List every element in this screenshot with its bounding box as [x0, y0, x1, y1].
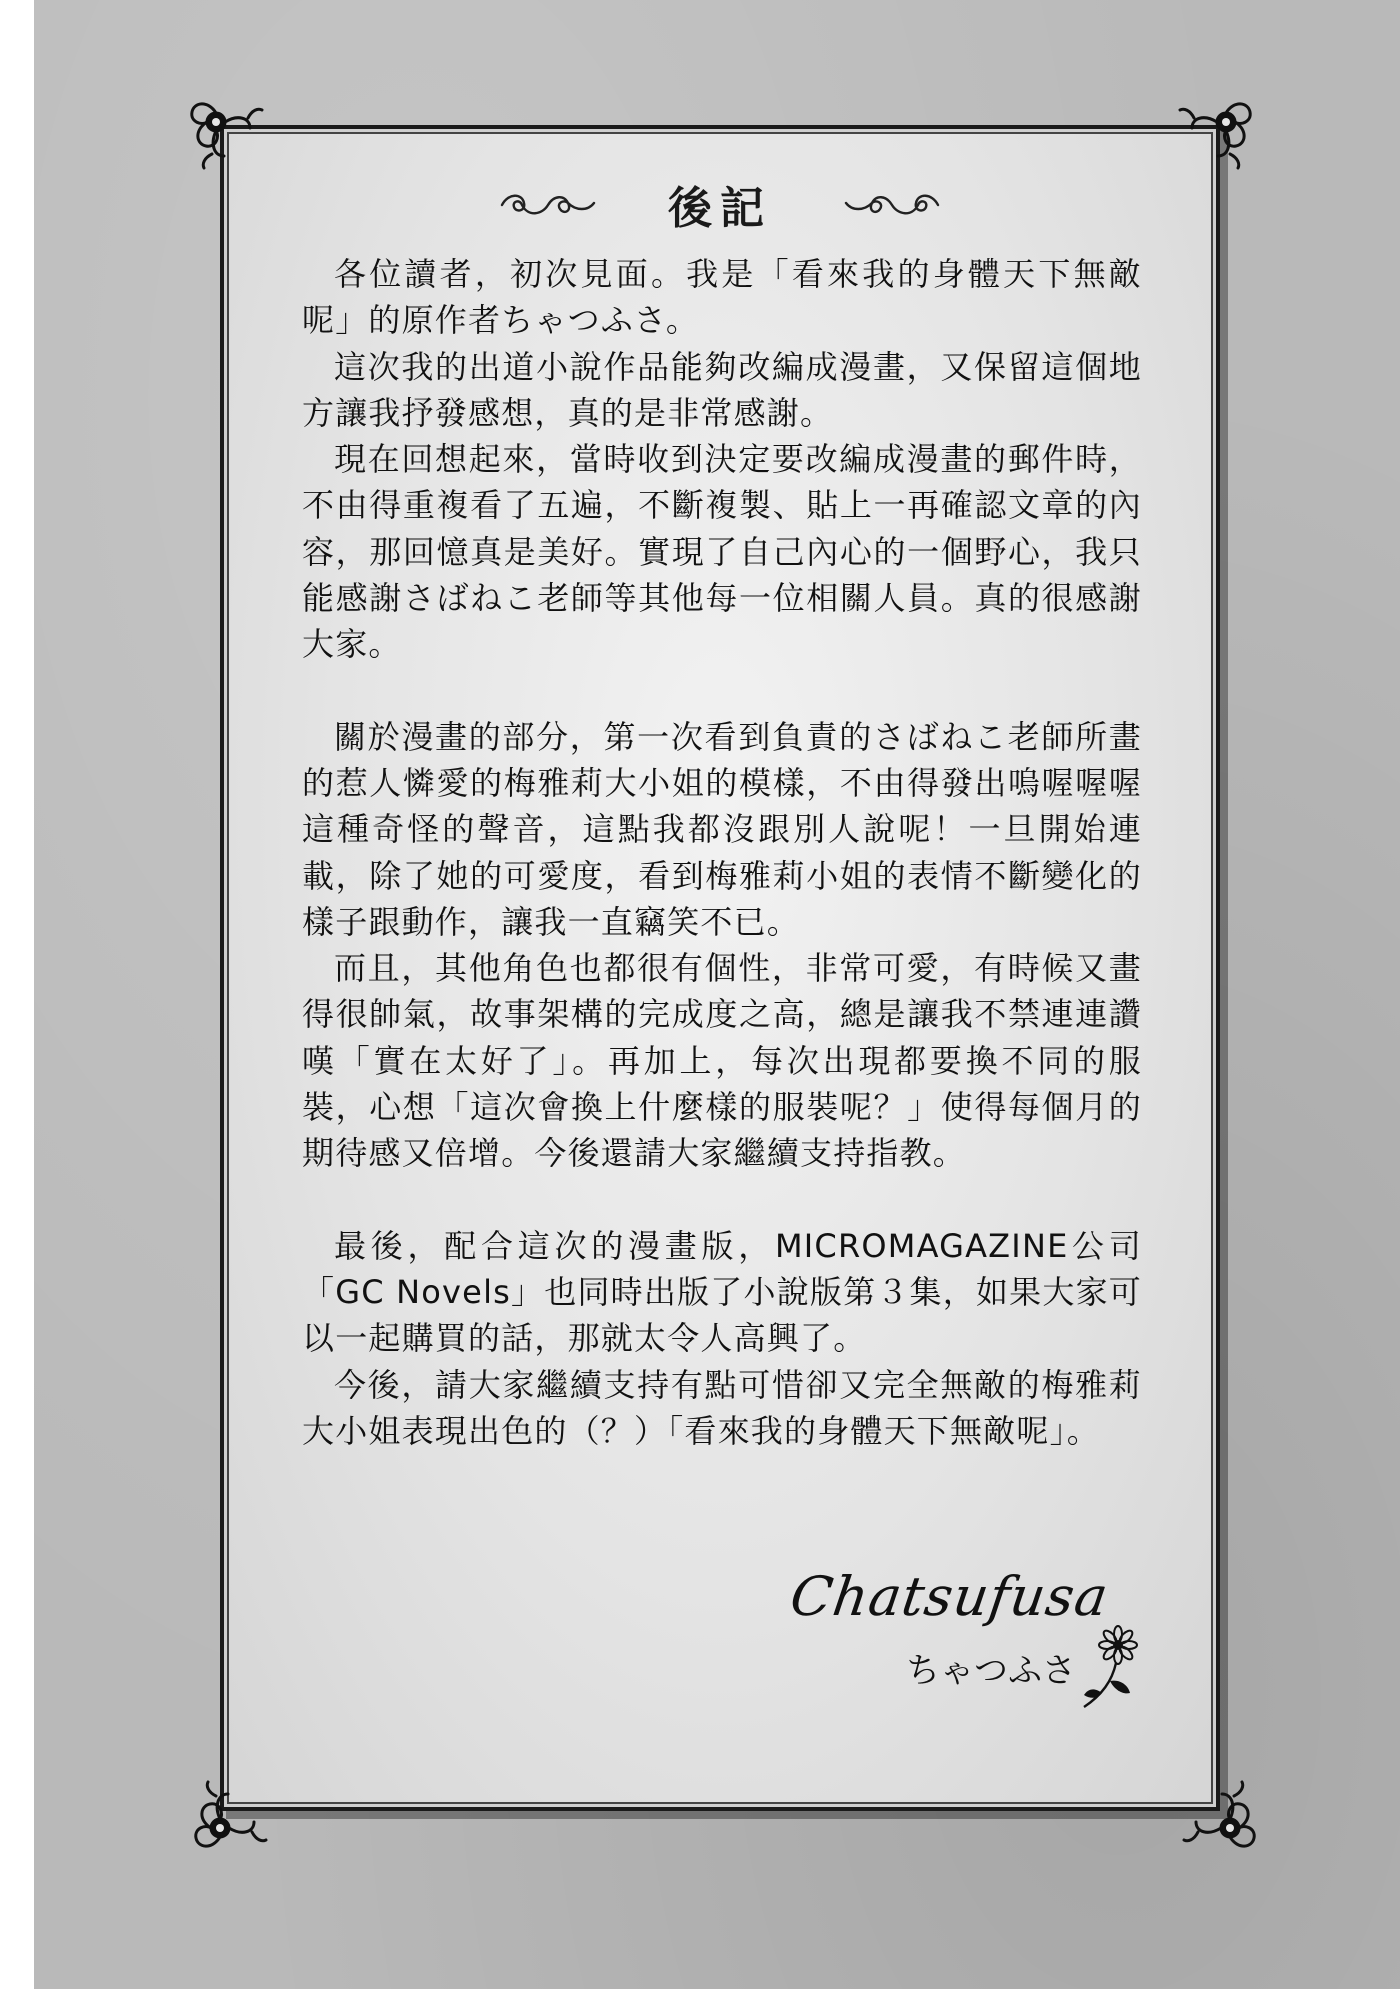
floral-corner-icon [190, 1780, 268, 1858]
paragraph-3: 現在回想起來，當時收到決定要改編成漫畫的郵件時，不由得重複看了五遍，不斷複製、貼上一再確認文章的內容，那回憶真是美好。實現了自己內心的一個野心，我只能感謝さばねこ老師等其他每一位相關人員。真的很感謝大家。 [302, 440, 1142, 664]
paragraph-gap [302, 668, 1142, 714]
paragraph-2: 這次我的出道小說作品能夠改編成漫畫，又保留這個地方讓我抒發感想，真的是非常感謝。 [302, 347, 1142, 432]
signature-kana: ちゃつふさ [906, 1651, 1076, 1691]
afterword-body [302, 251, 1142, 1454]
floral-corner-icon [186, 92, 264, 170]
paragraph-7: 今後，請大家繼續支持有點可惜卻又完全無敵的梅雅莉大小姐表現出色的（？）「看來我的身體天下無敵呢」。 [302, 1365, 1142, 1450]
paragraph-6: 最後，配合這次的漫畫版，MICROMAGAZINE公司「GC Novels」也同時出版了小說版第３集，如果大家可以一起購買的話，那就太令人高興了。 [302, 1226, 1142, 1358]
signature-latin: Chatsufusa [786, 1565, 1113, 1628]
paragraph-gap [302, 1177, 1142, 1223]
swirl-ornament-left-icon [498, 189, 598, 219]
swirl-ornament-right-icon [842, 189, 942, 219]
paragraph-4: 關於漫畫的部分，第一次看到負責的さばねこ老師所畫的惹人憐愛的梅雅莉大小姐的模樣，不由得發出嗚喔喔喔這種奇怪的聲音，這點我都沒跟別人說呢！一旦開始連載，除了她的可愛度，看到梅雅莉小姐的表情不斷變化的樣子跟動作，讓我一直竊笑不已。 [302, 717, 1142, 941]
text-frame [220, 125, 1220, 1811]
paragraph-5: 而且，其他角色也都很有個性，非常可愛，有時候又畫得很帥氣，故事架構的完成度之高，總是讓我不禁連連讚嘆「實在太好了」。再加上，每次出現都要換不同的服裝，心想「這次會換上什麼樣的服裝呢？」使得每個月的期待感又倍增。今後還請大家繼續支持指教。 [302, 949, 1142, 1173]
author-signature [786, 1565, 1138, 1715]
page-edge [0, 0, 34, 1989]
floral-corner-icon [1182, 1780, 1260, 1858]
title-row [224, 169, 1216, 239]
flower-icon [1080, 1623, 1150, 1715]
paragraph-1: 各位讀者，初次見面。我是「看來我的身體天下無敵呢」的原作者ちゃつふさ。 [302, 255, 1142, 340]
floral-corner-icon [1178, 92, 1256, 170]
page-title: 後記 [668, 183, 772, 234]
